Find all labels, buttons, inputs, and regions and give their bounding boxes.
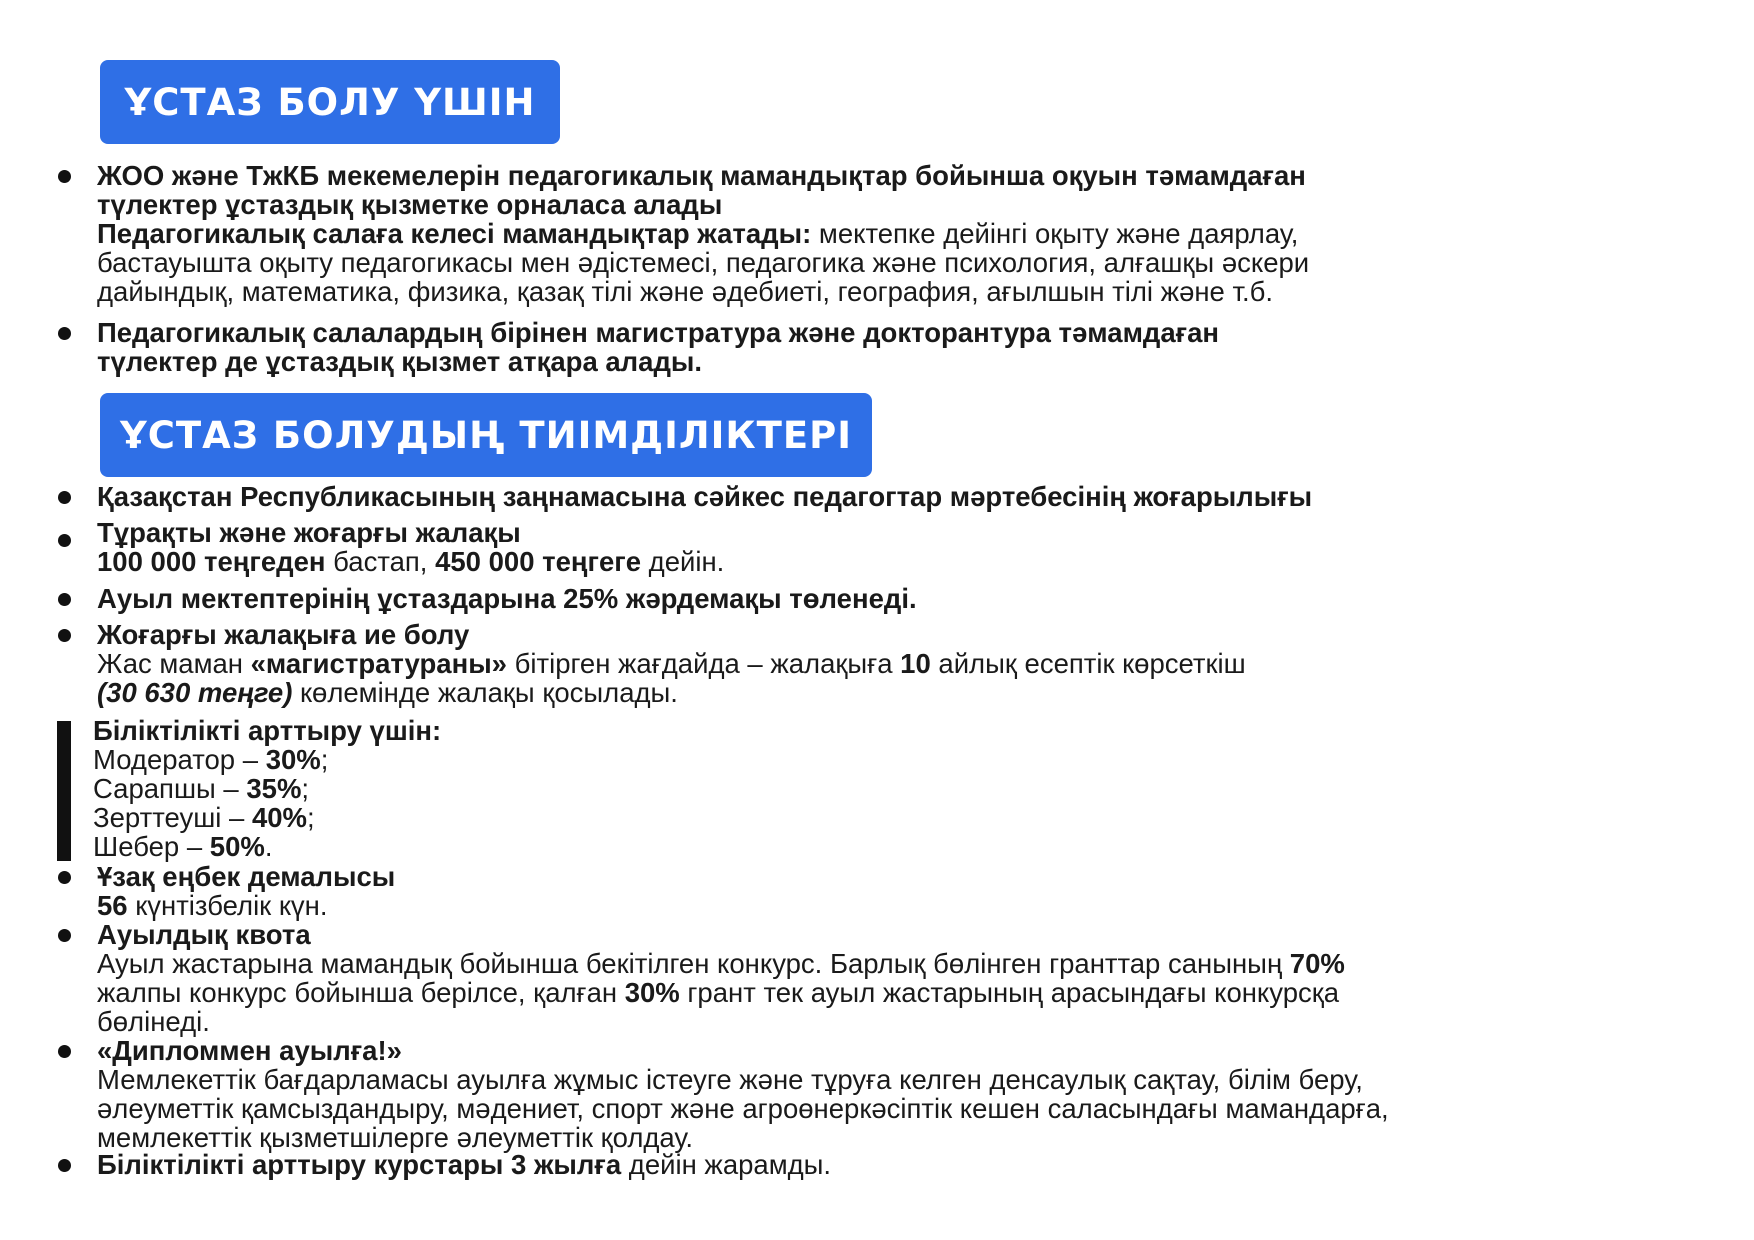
item-text: Біліктілікті арттыру курстары 3 жылға дейін жарамды.	[97, 1149, 832, 1180]
item-text: жалпы конкурс бойынша берілсе, қалған 30% грант тек ауыл жастарының арасындағы конкурсқа	[97, 977, 1340, 1008]
item-text: әлеуметтік қамсыздандыру, мәдениет, спорт және агроөнеркәсіптік кешен саласындағы мамандарға,	[97, 1093, 1389, 1124]
section-heading-benefits: ҰСТАЗ БОЛУДЫҢ ТИІМДІЛІКТЕРІ	[100, 393, 872, 477]
item-title: Тұрақты және жоғарғы жалақы	[97, 517, 521, 548]
item-text: бастауышта оқыту педагогикасы мен әдістемесі, педагогика және психология, алғашқы әскери	[97, 247, 1310, 278]
bullet-icon	[58, 1159, 71, 1172]
bullet-icon	[58, 593, 71, 606]
item-title: «Дипломмен ауылға!»	[97, 1035, 402, 1066]
item-text: 56 күнтізбелік күн.	[97, 890, 328, 921]
item-title: Ұзақ еңбек демалысы	[97, 861, 396, 892]
list-item-rural-allowance	[97, 584, 1697, 613]
item-text: Мемлекеттік бағдарламасы ауылға жұмыс істеуге және тұруға келген денсаулық сақтау, білім беру,	[97, 1064, 1363, 1095]
item-title: Жоғарғы жалақыға ие болу	[97, 619, 470, 650]
list-item-salary	[97, 518, 1697, 576]
list-item-quota	[97, 920, 1697, 1036]
item-text: Қазақстан Республикасының заңнамасына сәйкес педагогтар мәртебесінің жоғарылығы	[97, 481, 1313, 512]
item-text: Педагогикалық салаға келесі мамандықтар жатады: мектепке дейінгі оқыту және даярлау,	[97, 218, 1299, 249]
item-text: бөлінеді.	[97, 1006, 210, 1037]
bullet-icon	[58, 1045, 71, 1058]
item-text: 100 000 теңгеден бастап, 450 000 теңгеге дейін.	[97, 546, 725, 577]
qualification-level: Шебер – 50%.	[93, 831, 273, 862]
item-text: ЖОО және ТжКБ мекемелерін педагогикалық мамандықтар бойынша оқуын тәмамдаған	[97, 160, 1306, 191]
section-heading-how-to-become-teacher: ҰСТАЗ БОЛУ ҮШІН	[100, 60, 560, 144]
bullet-icon	[58, 170, 71, 183]
list-item-status	[97, 482, 1697, 511]
item-text: Педагогикалық салалардың бірінен магистратура және докторантура тәмамдаған	[97, 317, 1220, 348]
qualification-block	[93, 716, 1693, 861]
qualification-level: Модератор – 30%;	[93, 744, 329, 775]
item-text: Ауыл мектептерінің ұстаздарына 25% жәрдемақы төленеді.	[97, 583, 917, 614]
qualification-level: Зерттеуші – 40%;	[93, 802, 315, 833]
item-text: түлектер ұстаздық қызметке орналаса алады	[97, 189, 723, 220]
bullet-icon	[58, 534, 71, 547]
item-text: Ауыл жастарына мамандық бойынша бекітілген конкурс. Барлық бөлінген гранттар санының 70%	[97, 948, 1345, 979]
list-item	[97, 318, 1697, 376]
qualification-level: Сарапшы – 35%;	[93, 773, 310, 804]
item-text: Жас маман «магистратураны» бітірген жағдайда – жалақыға 10 айлық есептік көрсеткіш	[97, 648, 1246, 679]
list-item-high-salary	[97, 620, 1697, 707]
bullet-icon	[58, 929, 71, 942]
bullet-icon	[58, 629, 71, 642]
list-item-vacation	[97, 862, 1697, 920]
item-text: түлектер де ұстаздық қызмет атқара алады.	[97, 346, 703, 377]
list-item-courses	[97, 1150, 1697, 1179]
qualification-title: Біліктілікті арттыру үшін:	[93, 715, 442, 746]
item-text: мемлекеттік қызметшілерге әлеуметтік қолдау.	[97, 1122, 694, 1153]
bullet-icon	[58, 491, 71, 504]
list-item-diploma	[97, 1036, 1697, 1152]
bullet-icon	[58, 327, 71, 340]
item-text: дайындық, математика, физика, қазақ тілі және әдебиеті, география, ағылшын тілі және т.б.	[97, 276, 1274, 307]
list-item	[97, 161, 1697, 306]
bullet-icon	[58, 871, 71, 884]
item-text: (30 630 теңге) көлемінде жалақы қосылады.	[97, 677, 678, 708]
qualification-bar	[57, 721, 71, 861]
item-title: Ауылдық квота	[97, 919, 311, 950]
